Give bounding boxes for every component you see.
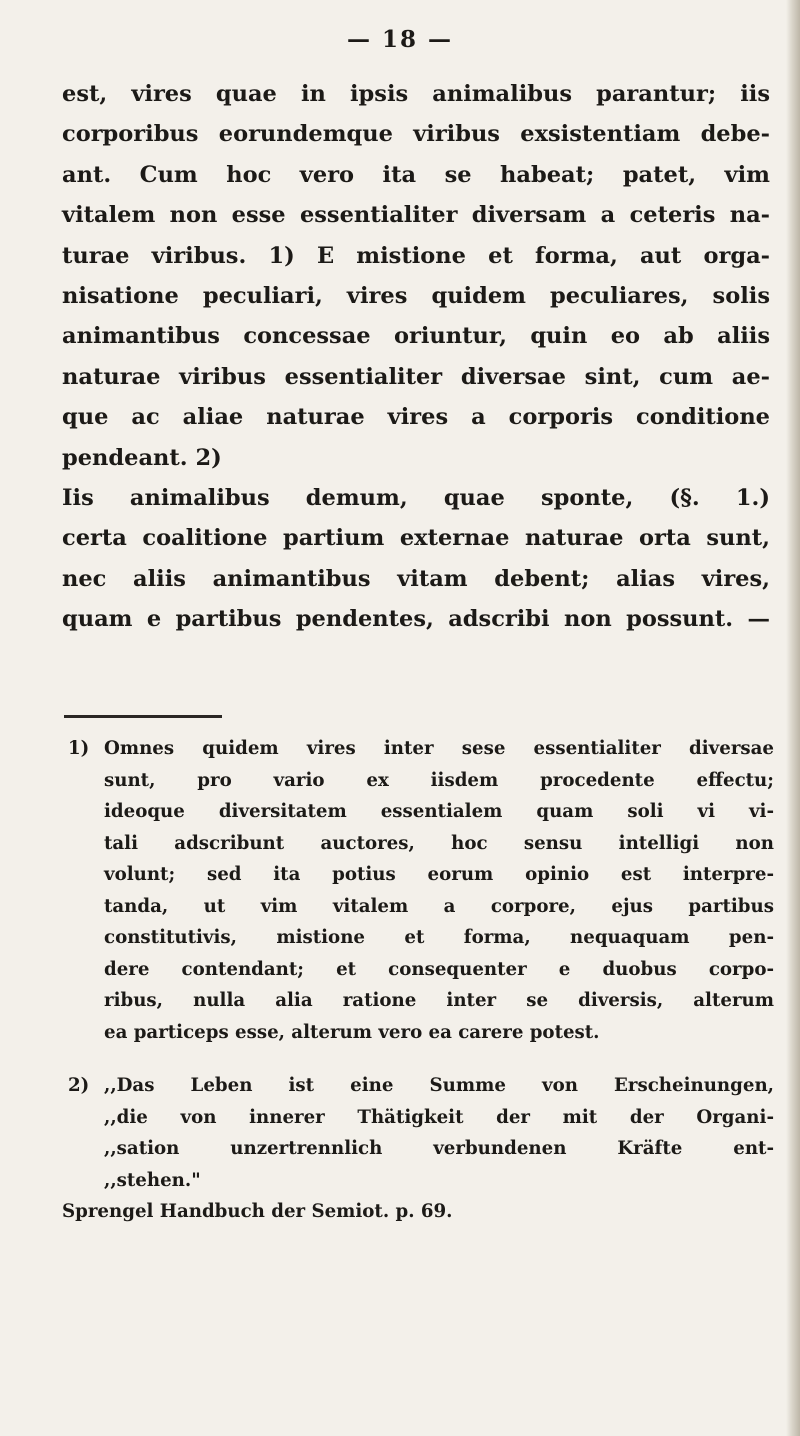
footnote-line: sunt, pro vario ex iisdem procedente effectu; — [104, 769, 774, 791]
footnote-line: dere contendant; et consequenter e duobus corpo- — [104, 958, 774, 980]
body-line: nec aliis animantibus vitam debent; alias vires, — [62, 565, 770, 592]
footnote-1 — [62, 733, 774, 1048]
footnote-line: ,,die von innerer Thätigkeit der mit der Organi- — [104, 1106, 774, 1128]
footnote-line: tali adscribunt auctores, hoc sensu intelligi non — [104, 832, 774, 854]
footnote-line: tanda, ut vim vitalem a corpore, ejus partibus — [104, 895, 774, 917]
footnote-line: ribus, nulla alia ratione inter se diversis, alterum — [104, 990, 774, 1011]
footnote-line: ,,stehen." — [104, 1169, 201, 1191]
footnote-line: ea particeps esse, alterum vero ea carere potest. — [104, 1021, 600, 1043]
footnote-line: constitutivis, mistione et forma, nequaquam pen- — [104, 927, 774, 948]
body-line: Iis animalibus demum, quae sponte, (§. 1.) — [62, 485, 770, 512]
page-edge-shadow — [786, 0, 800, 1436]
body-line: quam e partibus pendentes, adscribi non possunt. — — [62, 606, 770, 633]
footnote-line: Omnes quidem vires inter sese essentialiter diversae — [104, 738, 774, 759]
body-line: nisatione peculiari, vires quidem peculiares, solis — [62, 283, 770, 310]
footnote-marker: 1) — [68, 738, 90, 759]
page-number: — 18 — — [346, 26, 454, 53]
body-line: naturae viribus essentialiter diversae sint, cum ae- — [62, 363, 770, 390]
body-line: turae viribus. 1) E mistione et forma, aut orga- — [62, 242, 770, 269]
footnote-citation: Sprengel Handbuch der Semiot. p. 69. — [62, 1201, 453, 1222]
body-line: vitalem non esse essentialiter diversam a ceteris na- — [62, 202, 770, 229]
footnote-line: ,,sation unzertrennlich verbundenen Kräfte ent- — [104, 1138, 774, 1159]
footnote-line: ideoque diversitatem essentialem quam soli vi vi- — [104, 801, 774, 822]
body-line: animantibus concessae oriuntur, quin eo ab aliis — [62, 323, 770, 350]
body-line: ant. Cum hoc vero ita se habeat; patet, vim — [62, 161, 770, 188]
footnote-line: ,,Das Leben ist eine Summe von Erscheinungen, — [104, 1075, 774, 1096]
footnote-marker: 2) — [68, 1075, 90, 1096]
body-line: est, vires quae in ipsis animalibus parantur; iis — [62, 81, 770, 107]
footnote-2 — [62, 1070, 774, 1228]
footnote-line: volunt; sed ita potius eorum opinio est interpre- — [104, 864, 774, 885]
body-line: pendeant. 2) — [62, 444, 222, 471]
body-line: que ac aliae naturae vires a corporis conditione — [62, 404, 770, 431]
footnote-separator — [64, 715, 222, 718]
body-line: corporibus eorundemque viribus exsistentiam debe- — [62, 121, 770, 148]
body-line: certa coalitione partium externae naturae orta sunt, — [62, 525, 770, 552]
footnotes — [62, 733, 774, 1228]
footnote-gap — [62, 1048, 774, 1070]
main-body-text — [62, 74, 770, 640]
